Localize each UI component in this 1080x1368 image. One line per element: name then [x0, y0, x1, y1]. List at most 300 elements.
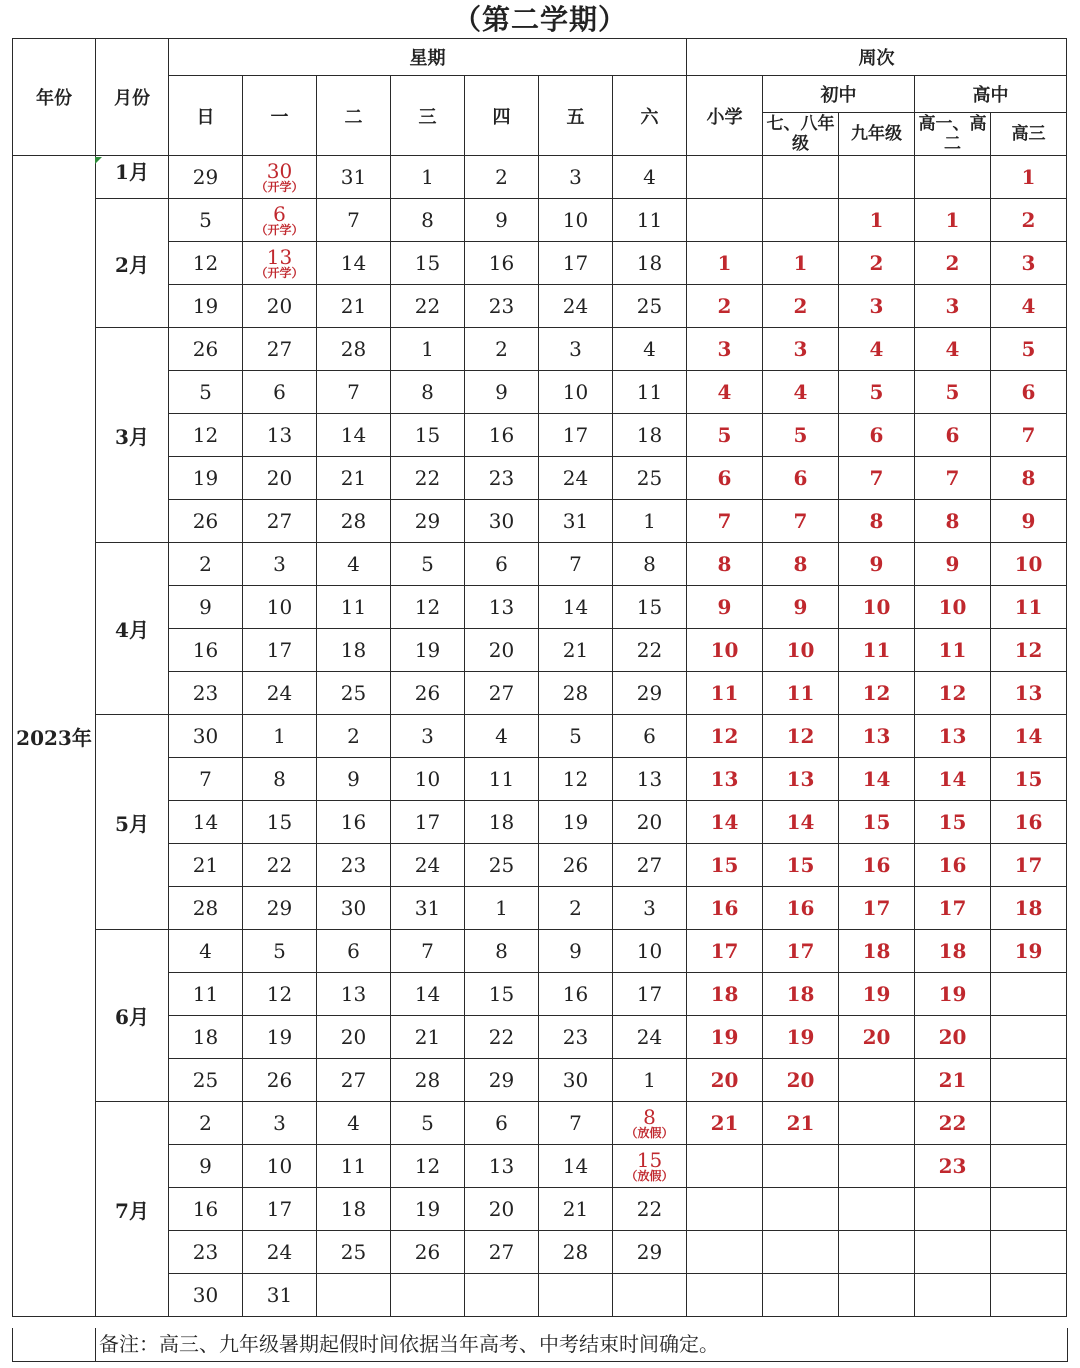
- week-number-cell: [763, 1145, 839, 1188]
- marked-day-number: 13: [266, 244, 293, 269]
- month-cell: 2月: [96, 199, 169, 328]
- week-number-cell: 9: [915, 543, 991, 586]
- week-number-cell: 13: [839, 715, 915, 758]
- day-cell: 2: [169, 543, 243, 586]
- table-row: [13, 801, 1067, 844]
- week-number-cell: 2: [915, 242, 991, 285]
- day-cell: 27: [243, 500, 317, 543]
- week-number-cell: 11: [763, 672, 839, 715]
- week-number-cell: [839, 1059, 915, 1102]
- week-number-cell: 3: [991, 242, 1067, 285]
- week-number-cell: [763, 1188, 839, 1231]
- day-cell: 5: [391, 543, 465, 586]
- week-number-cell: 16: [687, 887, 763, 930]
- day-cell: 28: [169, 887, 243, 930]
- day-cell: [391, 1274, 465, 1317]
- day-cell: 10: [243, 586, 317, 629]
- day-cell: 15: [465, 973, 539, 1016]
- week-number-cell: [839, 1231, 915, 1274]
- week-number-cell: [991, 1188, 1067, 1231]
- day-cell: [539, 1274, 613, 1317]
- day-cell: 7: [317, 371, 391, 414]
- day-cell: 17: [613, 973, 687, 1016]
- day-cell: 8: [391, 199, 465, 242]
- week-number-cell: 5: [839, 371, 915, 414]
- table-row: [13, 457, 1067, 500]
- week-number-cell: 10: [991, 543, 1067, 586]
- day-cell: 25: [613, 457, 687, 500]
- week-number-cell: 3: [839, 285, 915, 328]
- day-cell: 1: [391, 328, 465, 371]
- day-cell: 7: [317, 199, 391, 242]
- day-cell: 8: [391, 371, 465, 414]
- day-cell: 24: [391, 844, 465, 887]
- week-number-cell: 10: [915, 586, 991, 629]
- day-cell: 21: [391, 1016, 465, 1059]
- week-number-cell: 14: [687, 801, 763, 844]
- table-row: [13, 844, 1067, 887]
- week-number-cell: 10: [763, 629, 839, 672]
- day-cell: 8: [243, 758, 317, 801]
- week-number-cell: 5: [687, 414, 763, 457]
- grade-10-11-header: 高一、高二: [915, 113, 991, 156]
- day-cell: [613, 1274, 687, 1317]
- week-number-cell: 5: [915, 371, 991, 414]
- week-number-cell: 1: [991, 156, 1067, 199]
- day-cell: 11: [465, 758, 539, 801]
- marked-day-number: 15: [636, 1147, 663, 1172]
- week-number-cell: 14: [839, 758, 915, 801]
- day-cell: 4: [613, 156, 687, 199]
- week-number-cell: 19: [763, 1016, 839, 1059]
- day-cell: 24: [243, 672, 317, 715]
- day-cell: 5: [243, 930, 317, 973]
- week-number-cell: 4: [991, 285, 1067, 328]
- table-row: [13, 930, 1067, 973]
- day-cell: 2: [169, 1102, 243, 1145]
- weekday-header-sat: 六: [613, 76, 687, 156]
- day-cell: 29: [169, 156, 243, 199]
- day-cell: 30: [169, 1274, 243, 1317]
- week-number-cell: [991, 1016, 1067, 1059]
- week-number-cell: 17: [991, 844, 1067, 887]
- table-row: [13, 371, 1067, 414]
- day-cell: 23: [465, 285, 539, 328]
- day-cell: [243, 199, 317, 242]
- week-number-cell: 19: [915, 973, 991, 1016]
- day-cell: 6: [465, 1102, 539, 1145]
- table-row: [13, 629, 1067, 672]
- week-number-cell: 9: [763, 586, 839, 629]
- week-number-cell: 23: [915, 1145, 991, 1188]
- week-number-cell: 17: [687, 930, 763, 973]
- day-cell: 2: [465, 156, 539, 199]
- week-number-cell: [991, 1145, 1067, 1188]
- day-cell: 16: [465, 414, 539, 457]
- day-cell: 26: [243, 1059, 317, 1102]
- weekday-group-header: 星期: [169, 39, 687, 76]
- day-cell: 1: [391, 156, 465, 199]
- weekday-header-wed: 三: [391, 76, 465, 156]
- footnote-divider: [95, 1328, 96, 1362]
- day-cell: 18: [465, 801, 539, 844]
- day-cell: 16: [317, 801, 391, 844]
- day-cell: 29: [465, 1059, 539, 1102]
- day-cell: 18: [169, 1016, 243, 1059]
- day-cell: 21: [317, 285, 391, 328]
- month-cell: 7月: [96, 1102, 169, 1317]
- day-cell: 5: [539, 715, 613, 758]
- day-cell: 3: [391, 715, 465, 758]
- week-number-cell: 11: [915, 629, 991, 672]
- month-cell: 5月: [96, 715, 169, 930]
- day-cell: 14: [169, 801, 243, 844]
- day-event-label: （放假）: [625, 1168, 674, 1183]
- senior-high-header: 高中: [915, 76, 1067, 113]
- week-number-cell: 13: [991, 672, 1067, 715]
- cell-comment-marker: [95, 157, 102, 164]
- week-number-cell: [687, 156, 763, 199]
- week-number-cell: 1: [687, 242, 763, 285]
- week-number-cell: 17: [915, 887, 991, 930]
- week-number-cell: [991, 1231, 1067, 1274]
- day-cell: 29: [613, 1231, 687, 1274]
- week-number-cell: 8: [687, 543, 763, 586]
- week-number-cell: 15: [687, 844, 763, 887]
- day-cell: 12: [169, 242, 243, 285]
- day-cell: 26: [169, 328, 243, 371]
- day-cell: 30: [465, 500, 539, 543]
- week-number-cell: 6: [915, 414, 991, 457]
- day-cell: 4: [613, 328, 687, 371]
- day-cell: 6: [613, 715, 687, 758]
- day-cell: 18: [613, 242, 687, 285]
- week-number-cell: 18: [839, 930, 915, 973]
- day-cell: 11: [169, 973, 243, 1016]
- calendar-table: [12, 38, 1067, 1317]
- day-cell: 14: [317, 242, 391, 285]
- week-number-cell: [687, 1188, 763, 1231]
- day-cell: 31: [539, 500, 613, 543]
- weekday-header-tue: 二: [317, 76, 391, 156]
- week-number-cell: [839, 1102, 915, 1145]
- day-cell: 19: [169, 285, 243, 328]
- week-number-cell: [839, 156, 915, 199]
- day-cell: 13: [243, 414, 317, 457]
- week-number-cell: 20: [763, 1059, 839, 1102]
- week-number-cell: 13: [687, 758, 763, 801]
- day-cell: 22: [391, 285, 465, 328]
- day-cell: [243, 156, 317, 199]
- week-number-cell: [687, 199, 763, 242]
- day-cell: 3: [243, 1102, 317, 1145]
- day-cell: 5: [169, 199, 243, 242]
- week-number-cell: 16: [915, 844, 991, 887]
- week-number-cell: 9: [991, 500, 1067, 543]
- week-number-cell: 18: [991, 887, 1067, 930]
- day-cell: 26: [539, 844, 613, 887]
- week-number-cell: [763, 156, 839, 199]
- page-title: （第二学期）: [452, 3, 627, 36]
- day-cell: 9: [169, 1145, 243, 1188]
- week-number-cell: 17: [763, 930, 839, 973]
- table-row: [13, 543, 1067, 586]
- day-cell: 10: [613, 930, 687, 973]
- week-number-cell: 2: [991, 199, 1067, 242]
- week-number-cell: 8: [839, 500, 915, 543]
- month-cell: 1月: [96, 156, 169, 199]
- day-cell: 2: [539, 887, 613, 930]
- weekday-header-mon: 一: [243, 76, 317, 156]
- week-number-cell: 4: [687, 371, 763, 414]
- day-event-label: （开学）: [255, 265, 304, 280]
- day-cell: 27: [613, 844, 687, 887]
- day-cell: 26: [391, 672, 465, 715]
- day-cell: 31: [317, 156, 391, 199]
- week-number-cell: [687, 1145, 763, 1188]
- week-number-cell: 1: [915, 199, 991, 242]
- day-cell: 19: [243, 1016, 317, 1059]
- day-cell: 29: [243, 887, 317, 930]
- day-cell: 21: [539, 629, 613, 672]
- day-cell: 23: [169, 1231, 243, 1274]
- day-cell: 28: [317, 328, 391, 371]
- table-row: [13, 500, 1067, 543]
- day-cell: 27: [243, 328, 317, 371]
- week-number-cell: 6: [991, 371, 1067, 414]
- day-cell: 25: [465, 844, 539, 887]
- week-number-cell: 18: [915, 930, 991, 973]
- week-number-cell: 7: [687, 500, 763, 543]
- day-cell: 1: [243, 715, 317, 758]
- day-cell: 4: [465, 715, 539, 758]
- day-cell: 3: [613, 887, 687, 930]
- day-cell: 11: [613, 199, 687, 242]
- week-number-cell: 16: [763, 887, 839, 930]
- week-number-cell: 16: [991, 801, 1067, 844]
- week-number-cell: [915, 1274, 991, 1317]
- week-number-cell: 1: [839, 199, 915, 242]
- week-number-cell: 15: [915, 801, 991, 844]
- week-number-cell: 12: [915, 672, 991, 715]
- day-cell: 17: [243, 1188, 317, 1231]
- day-cell: 23: [465, 457, 539, 500]
- day-cell: [613, 1145, 687, 1188]
- day-cell: 6: [465, 543, 539, 586]
- week-number-cell: 8: [763, 543, 839, 586]
- day-cell: 15: [613, 586, 687, 629]
- day-cell: 14: [539, 1145, 613, 1188]
- week-number-cell: 11: [687, 672, 763, 715]
- day-cell: 24: [539, 457, 613, 500]
- table-row: [13, 414, 1067, 457]
- day-cell: 28: [539, 1231, 613, 1274]
- day-cell: 7: [539, 543, 613, 586]
- week-number-cell: 12: [839, 672, 915, 715]
- week-number-cell: 16: [839, 844, 915, 887]
- week-number-cell: 14: [991, 715, 1067, 758]
- day-cell: [243, 242, 317, 285]
- week-number-cell: 19: [687, 1016, 763, 1059]
- grade-12-header: 高三: [991, 113, 1067, 156]
- day-cell: 21: [169, 844, 243, 887]
- week-number-cell: [991, 973, 1067, 1016]
- table-row: [13, 1016, 1067, 1059]
- day-cell: 22: [613, 1188, 687, 1231]
- table-row: [13, 887, 1067, 930]
- day-cell: 13: [317, 973, 391, 1016]
- day-cell: 31: [243, 1274, 317, 1317]
- month-cell: 4月: [96, 543, 169, 715]
- day-cell: 15: [243, 801, 317, 844]
- week-count-group-header: 周次: [687, 39, 1067, 76]
- week-number-cell: 2: [763, 285, 839, 328]
- day-cell: 5: [169, 371, 243, 414]
- day-cell: 6: [243, 371, 317, 414]
- footnote: 备注：高三、九年级暑期起假时间依据当年高考、中考结束时间确定。: [12, 1328, 1068, 1362]
- day-cell: 27: [465, 672, 539, 715]
- week-number-cell: 2: [839, 242, 915, 285]
- day-cell: 20: [465, 629, 539, 672]
- week-number-cell: 19: [991, 930, 1067, 973]
- day-cell: 26: [391, 1231, 465, 1274]
- day-cell: 20: [317, 1016, 391, 1059]
- day-cell: 20: [243, 285, 317, 328]
- week-number-cell: 7: [915, 457, 991, 500]
- year-header: 年份: [13, 39, 96, 156]
- week-number-cell: 7: [991, 414, 1067, 457]
- week-number-cell: [763, 199, 839, 242]
- day-cell: 19: [539, 801, 613, 844]
- day-cell: 20: [613, 801, 687, 844]
- table-row: [13, 1102, 1067, 1145]
- day-cell: 25: [317, 1231, 391, 1274]
- day-cell: 23: [539, 1016, 613, 1059]
- week-number-cell: [991, 1274, 1067, 1317]
- day-cell: 10: [243, 1145, 317, 1188]
- table-row: [13, 586, 1067, 629]
- table-row: [13, 1188, 1067, 1231]
- week-number-cell: [839, 1188, 915, 1231]
- week-number-cell: 3: [687, 328, 763, 371]
- marked-day-number: 30: [266, 158, 293, 183]
- day-cell: 21: [317, 457, 391, 500]
- week-number-cell: 13: [763, 758, 839, 801]
- day-cell: 28: [317, 500, 391, 543]
- week-number-cell: 2: [687, 285, 763, 328]
- day-cell: 12: [391, 1145, 465, 1188]
- day-cell: 12: [391, 586, 465, 629]
- day-cell: 30: [169, 715, 243, 758]
- table-row: [13, 242, 1067, 285]
- week-number-cell: 4: [915, 328, 991, 371]
- week-number-cell: 21: [687, 1102, 763, 1145]
- day-cell: 4: [317, 1102, 391, 1145]
- week-number-cell: 15: [763, 844, 839, 887]
- day-cell: 18: [317, 1188, 391, 1231]
- week-number-cell: 18: [687, 973, 763, 1016]
- table-row: [13, 1231, 1067, 1274]
- day-cell: 13: [613, 758, 687, 801]
- week-number-cell: 20: [839, 1016, 915, 1059]
- day-cell: 30: [539, 1059, 613, 1102]
- week-number-cell: [915, 1231, 991, 1274]
- day-cell: 7: [391, 930, 465, 973]
- marked-day-number: 6: [273, 201, 286, 226]
- week-number-cell: 9: [839, 543, 915, 586]
- day-cell: 27: [317, 1059, 391, 1102]
- day-cell: 1: [465, 887, 539, 930]
- table-row: [13, 715, 1067, 758]
- day-cell: 6: [317, 930, 391, 973]
- day-cell: 2: [317, 715, 391, 758]
- week-number-cell: [991, 1102, 1067, 1145]
- day-cell: 13: [465, 586, 539, 629]
- table-row: [13, 156, 1067, 199]
- week-number-cell: 19: [839, 973, 915, 1016]
- day-cell: 5: [391, 1102, 465, 1145]
- day-cell: 29: [613, 672, 687, 715]
- day-cell: 17: [539, 242, 613, 285]
- week-number-cell: 10: [839, 586, 915, 629]
- week-number-cell: 18: [763, 973, 839, 1016]
- week-number-cell: [915, 1188, 991, 1231]
- day-cell: 16: [465, 242, 539, 285]
- week-number-cell: [687, 1231, 763, 1274]
- week-number-cell: 7: [763, 500, 839, 543]
- day-cell: 15: [391, 414, 465, 457]
- week-number-cell: 12: [763, 715, 839, 758]
- day-cell: 9: [169, 586, 243, 629]
- week-number-cell: 8: [915, 500, 991, 543]
- table-row: [13, 1274, 1067, 1317]
- week-number-cell: [915, 156, 991, 199]
- day-cell: 29: [391, 500, 465, 543]
- week-number-cell: 20: [915, 1016, 991, 1059]
- day-cell: 19: [391, 1188, 465, 1231]
- day-event-label: （开学）: [255, 179, 304, 194]
- week-number-cell: 3: [915, 285, 991, 328]
- day-cell: 22: [391, 457, 465, 500]
- junior-high-header: 初中: [763, 76, 915, 113]
- day-cell: 25: [613, 285, 687, 328]
- day-cell: 3: [243, 543, 317, 586]
- day-cell: 8: [613, 543, 687, 586]
- day-cell: 7: [169, 758, 243, 801]
- primary-school-header: 小学: [687, 76, 763, 156]
- day-cell: [317, 1274, 391, 1317]
- day-cell: 3: [539, 156, 613, 199]
- week-number-cell: 7: [839, 457, 915, 500]
- day-cell: 26: [169, 500, 243, 543]
- day-cell: 23: [317, 844, 391, 887]
- week-number-cell: [687, 1274, 763, 1317]
- day-cell: 16: [169, 629, 243, 672]
- week-number-cell: 5: [991, 328, 1067, 371]
- week-number-cell: 15: [991, 758, 1067, 801]
- day-cell: 1: [613, 500, 687, 543]
- table-row: [13, 1145, 1067, 1188]
- table-row: [13, 285, 1067, 328]
- day-cell: 17: [243, 629, 317, 672]
- day-cell: 12: [169, 414, 243, 457]
- day-cell: 12: [243, 973, 317, 1016]
- month-cell: 6月: [96, 930, 169, 1102]
- day-event-label: （放假）: [625, 1125, 674, 1140]
- day-cell: 14: [539, 586, 613, 629]
- weekday-header-fri: 五: [539, 76, 613, 156]
- day-cell: 18: [317, 629, 391, 672]
